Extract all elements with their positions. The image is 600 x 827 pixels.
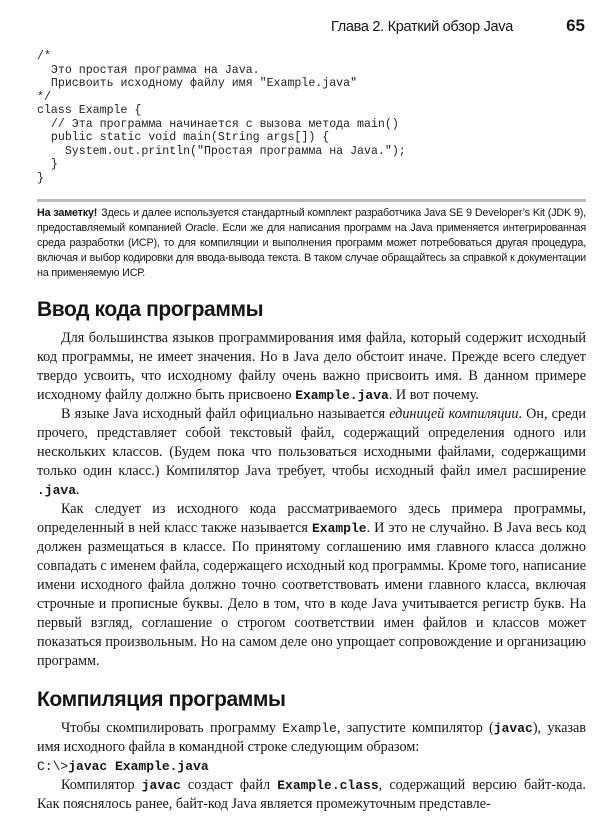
running-header (37, 16, 586, 42)
command-line: C:\>javac Example.java (37, 759, 209, 774)
section-heading-compile: Компиляция программы (37, 688, 286, 711)
paragraph: Как следует из исходного кода рассматриваемого здесь примера программы, определенный в ней класс также называется Example. И это не случайно. В Java весь код должен размещаться в классе. По принятому соглашению имя главного класса должно совпадать с именем файла, содержащего исходный код программы. Кроме того, написание имени исходного файла должно точно соответствовать имени главного класса, включая строчные и прописные буквы. Дело в том, что в коде Java учитывается регистр букв. На первый взгляд, соглашение о строгом соответствии имен файлов и классов может показаться произвольным. Но на самом деле оно упрощает сопровождение и организацию программ. (37, 501, 586, 669)
note-label: На заметку! (37, 207, 98, 219)
chapter-title: Глава 2. Краткий обзор Java (330, 19, 513, 35)
note-divider (37, 199, 586, 202)
paragraph: В языке Java исходный файл официально называется единицей компиляции. Он, среди прочего, представляет собой текстовый файл, содержащий определения одного или нескольких классов. (Будем пока что пользоваться исходными файлами, содержащими только один класс.) Компилятор Java требует, чтобы исходный файл имел расширение .java. (37, 406, 586, 498)
note-box (37, 206, 586, 281)
code-listing: /* Это простая программа на Java. Присвоить исходному файлу имя "Example.java" */ class Example { // Эта программа начинается с вызова метода main() public static void main(String args[]) { System.out.println("Простая программа на Java."); } } (37, 50, 406, 185)
section-enter-code-body (37, 329, 586, 671)
page-number: 65 (566, 16, 585, 35)
section-heading-enter-code: Ввод кода программы (37, 298, 264, 321)
paragraph: Компилятор javac создаст файл Example.class, содержащий версию байт-кода. Как пояснялось ранее, байт-код Java является промежуточным представле- (37, 777, 586, 812)
section-compile-body (37, 719, 586, 814)
paragraph: Для большинства языков программирования имя файла, который содержит исходный код программы, не имеет значения. Но в Java дело обстоит иначе. Прежде всего следует твердо усвоить, что исходному файлу очень важно присвоить имя. В данном примере исходному файлу должно быть присвоено Example.java. И вот почему. (37, 330, 586, 403)
note-text: Здесь и далее используется стандартный комплект разработчика Java SE 9 Developer’s Kit (JDK 9), предоставляемый компанией Oracle. Если же для написания программ на Java применяется интегрированная среда разработки (ИСР), то для компиляции и выполнения программ может потребоваться другая процедура, включая и выбор кодировки для ввода-вывода текста. В таком случае обращайтесь за справкой к документации на применяемую ИСР. (37, 207, 586, 279)
paragraph: Чтобы скомпилировать программу Example, запустите компилятор (javac), указав имя исходного файла в командной строке следующим образом: (37, 720, 586, 755)
